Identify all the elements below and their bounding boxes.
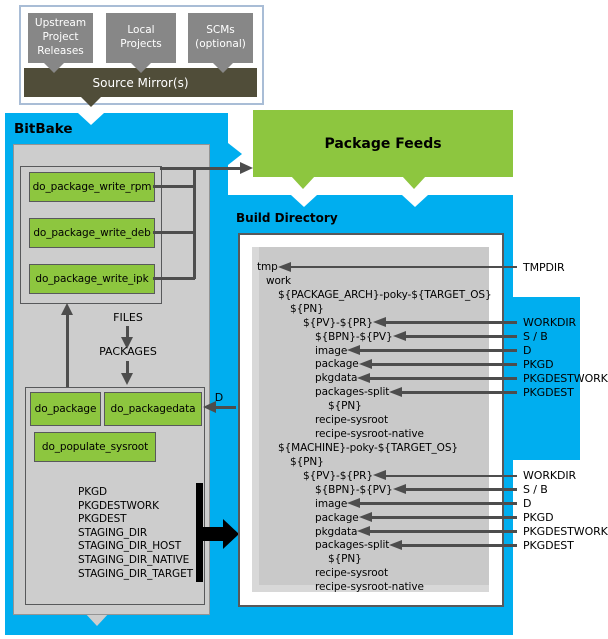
- tree-row: [315, 511, 608, 525]
- tree-row: [315, 371, 608, 385]
- tree-node-label: package: [315, 511, 359, 524]
- task-do-package-write-deb: do_package_write_deb: [29, 218, 155, 248]
- arrow-left-icon: [385, 321, 517, 324]
- tree-node-label: ${PN}: [290, 455, 324, 468]
- task-do-package: do_package: [30, 392, 101, 426]
- variable-label: PKGDEST: [523, 385, 574, 399]
- staging-var: PKGDESTWORK: [78, 499, 159, 512]
- package-feeds-label: Package Feeds: [324, 135, 442, 152]
- tree-row: [315, 413, 388, 427]
- staging-var: STAGING_DIR_TARGET: [78, 567, 193, 580]
- tree-node-label: recipe-sysroot: [315, 414, 388, 427]
- task-do-package-write-ipk: do_package_write_ipk: [29, 264, 155, 294]
- tree-node-label: recipe-sysroot-native: [315, 428, 424, 440]
- local-projects-label: Local Projects: [120, 24, 162, 50]
- d-input-label: D: [214, 391, 224, 404]
- build-directory-title: Build Directory: [236, 211, 338, 225]
- staging-var: STAGING_DIR: [78, 526, 148, 539]
- tree-node-label: tmp: [257, 261, 278, 273]
- staging-var: STAGING_DIR_NATIVE: [78, 553, 190, 566]
- tree-node-label: recipe-sysroot: [315, 567, 388, 580]
- tree-row: [290, 455, 324, 469]
- tree-node-label: pkgdata: [315, 525, 358, 538]
- tree-node-label: work: [266, 274, 292, 287]
- tree-node-label: ${PV}-${PR}: [303, 316, 373, 329]
- source-mirrors-label: Source Mirror(s): [92, 75, 189, 90]
- tree-row: [266, 274, 291, 288]
- tree-node-label: package: [315, 358, 359, 371]
- tree-row: [315, 357, 608, 371]
- variable-label: WORKDIR: [523, 316, 577, 330]
- tree-node-label: ${BPN}-${PV}: [315, 483, 393, 496]
- tree-row: [315, 427, 424, 441]
- tree-node-label: ${PACKAGE_ARCH}-poky-${TARGET_OS}: [278, 288, 492, 301]
- tree-node-label: pkgdata: [315, 372, 358, 385]
- tree-row: [315, 538, 608, 552]
- variable-label: TMPDIR: [523, 260, 565, 274]
- tree-row: [303, 469, 608, 483]
- tree-row: [303, 316, 608, 330]
- arrow-left-icon: [371, 363, 517, 366]
- tree-node-label: packages-split: [315, 539, 390, 552]
- tree-node-label: ${BPN}-${PV}: [315, 330, 393, 343]
- staging-var: PKGDEST: [78, 513, 127, 526]
- task-do-package-write-rpm: do_package_write_rpm: [29, 172, 155, 202]
- variable-label: PKGDEST: [523, 538, 574, 552]
- tree-node-label: ${MACHINE}-poky-${TARGET_OS}: [278, 442, 458, 454]
- arrow-left-icon: [369, 377, 517, 380]
- arrow-left-icon: [359, 349, 517, 352]
- tree-node-label: ${PV}-${PR}: [303, 469, 373, 482]
- scms-label: SCMs (optional): [195, 24, 246, 50]
- arrow-left-icon: [371, 516, 517, 519]
- tree-row: [315, 483, 608, 497]
- variable-label: WORKDIR: [523, 469, 577, 483]
- arrow-left-icon: [401, 544, 517, 547]
- tree-row: [315, 385, 608, 399]
- tree-node-label: packages-split: [315, 386, 390, 399]
- tree-row: [315, 525, 608, 539]
- bitbake-title: BitBake: [14, 121, 73, 137]
- arrow-left-icon: [385, 475, 517, 478]
- tree-node-label: recipe-sysroot-native: [315, 581, 424, 594]
- tree-node-label: image: [315, 344, 348, 357]
- variable-label: D: [523, 344, 532, 357]
- variable-label: PKGD: [523, 357, 554, 371]
- tree-row: [315, 330, 608, 344]
- packages-label: PACKAGES: [99, 345, 157, 358]
- files-label: FILES: [113, 311, 143, 324]
- tree-node-label: ${PN}: [328, 553, 362, 566]
- variable-label: S / B: [523, 330, 548, 344]
- tree-row: [328, 399, 362, 413]
- task-do-populate-sysroot: do_populate_sysroot: [34, 432, 156, 462]
- tree-row: [315, 566, 388, 580]
- tree-node-label: image: [315, 497, 348, 510]
- tree-row: [278, 441, 458, 455]
- tree-row: [290, 302, 324, 316]
- variable-label: PKGDESTWORK: [523, 525, 608, 538]
- tree-row: [328, 552, 362, 566]
- arrow-left-icon: [401, 391, 517, 394]
- task-do-packagedata: do_packagedata: [104, 392, 202, 426]
- variable-label: PKGD: [523, 511, 554, 525]
- variable-label: D: [523, 497, 532, 511]
- variable-label: PKGDESTWORK: [523, 371, 608, 385]
- tree-row: [315, 580, 424, 594]
- arrow-left-icon: [290, 266, 517, 269]
- arrow-left-icon: [359, 502, 517, 505]
- arrow-left-icon: [405, 488, 517, 491]
- variable-label: S / B: [523, 483, 548, 497]
- tree-row: [315, 344, 608, 358]
- tree-row: [257, 260, 608, 274]
- arrow-left-icon: [369, 530, 517, 533]
- upstream-label: Upstream Project Releases: [34, 17, 87, 57]
- tree-node-label: ${PN}: [290, 302, 324, 315]
- staging-var: PKGD: [78, 486, 108, 498]
- tree-row: [278, 288, 492, 302]
- tree-row: [315, 497, 608, 511]
- arrow-left-icon: [405, 335, 517, 338]
- tree-node-label: ${PN}: [328, 400, 362, 413]
- staging-var: STAGING_DIR_HOST: [78, 540, 182, 553]
